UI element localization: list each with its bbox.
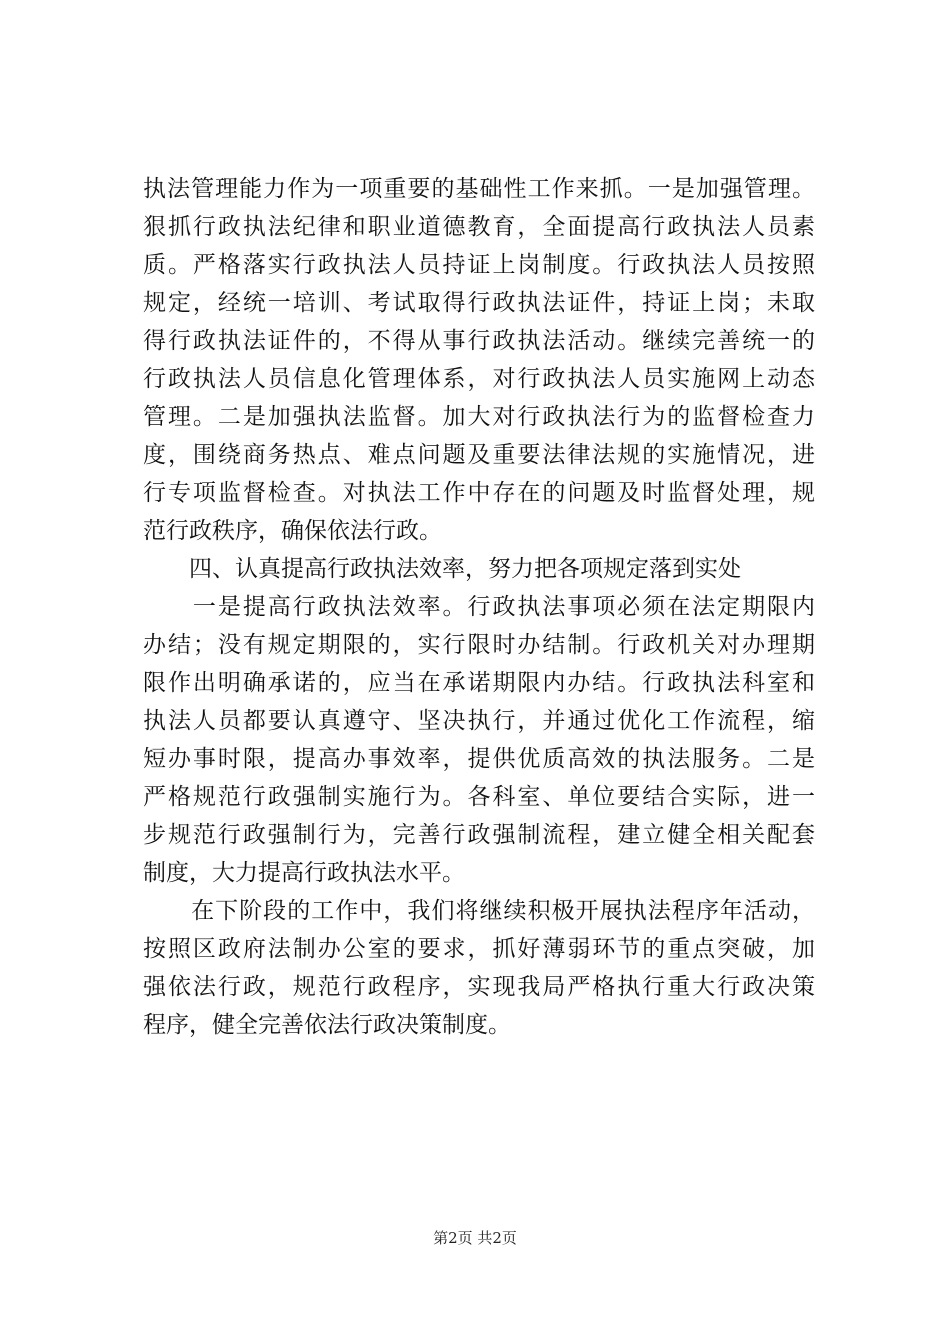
- text-line: 办结；没有规定期限的，实行限时办结制。行政机关对办理期: [143, 632, 815, 658]
- text-line: 程序，健全完善依法行政决策制度。: [143, 1012, 511, 1038]
- text-line: 狠抓行政执法纪律和职业道德教育，全面提高行政执法人员素: [143, 214, 815, 240]
- text-line: 强依法行政，规范行政程序，实现我局严格执行重大行政决策: [143, 974, 815, 1000]
- text-line: 行专项监督检查。对执法工作中存在的问题及时监督处理，规: [143, 480, 815, 506]
- text-line: 得行政执法证件的，不得从事行政执法活动。继续完善统一的: [143, 328, 815, 354]
- text-line: 限作出明确承诺的，应当在承诺期限内办结。行政执法科室和: [143, 670, 815, 696]
- section-heading: 四、认真提高行政执法效率，努力把各项规定落到实处: [143, 556, 741, 582]
- text-line: 执法人员都要认真遵守、坚决执行，并通过优化工作流程，缩: [143, 708, 815, 734]
- text-line: 制度，大力提高行政执法水平。: [143, 860, 465, 886]
- text-line: 质。严格落实行政执法人员持证上岗制度。行政执法人员按照: [143, 252, 815, 278]
- text-line: 步规范行政强制行为，完善行政强制流程，建立健全相关配套: [143, 822, 815, 848]
- paragraph-enforcement-efficiency: [143, 588, 815, 892]
- text-line: 严格规范行政强制实施行为。各科室、单位要结合实际，进一: [143, 784, 815, 810]
- document-body: [143, 170, 815, 1044]
- text-line: 短办事时限，提高办事效率，提供优质高效的执法服务。二是: [143, 746, 815, 772]
- paragraph-next-stage: [143, 892, 815, 1044]
- text-line: 按照区政府法制办公室的要求，抓好薄弱环节的重点突破，加: [143, 936, 815, 962]
- text-line: 行政执法人员信息化管理体系，对行政执法人员实施网上动态: [143, 366, 815, 392]
- paragraph-enforcement-management: [143, 170, 815, 550]
- text-line: 一是提高行政执法效率。行政执法事项必须在法定期限内: [143, 594, 815, 620]
- text-line: 范行政秩序，确保依法行政。: [143, 518, 442, 544]
- text-line: 管理。二是加强执法监督。加大对行政执法行为的监督检查力: [143, 404, 815, 430]
- text-line: 在下阶段的工作中，我们将继续积极开展执法程序年活动，: [143, 898, 815, 924]
- page-number-footer: 第2页 共2页: [433, 1229, 517, 1247]
- text-line: 执法管理能力作为一项重要的基础性工作来抓。一是加强管理。: [143, 176, 815, 202]
- text-line: 规定，经统一培训、考试取得行政执法证件，持证上岗；未取: [143, 290, 815, 316]
- section-heading-four: [143, 550, 815, 588]
- text-line: 度，围绕商务热点、难点问题及重要法律法规的实施情况，进: [143, 442, 815, 468]
